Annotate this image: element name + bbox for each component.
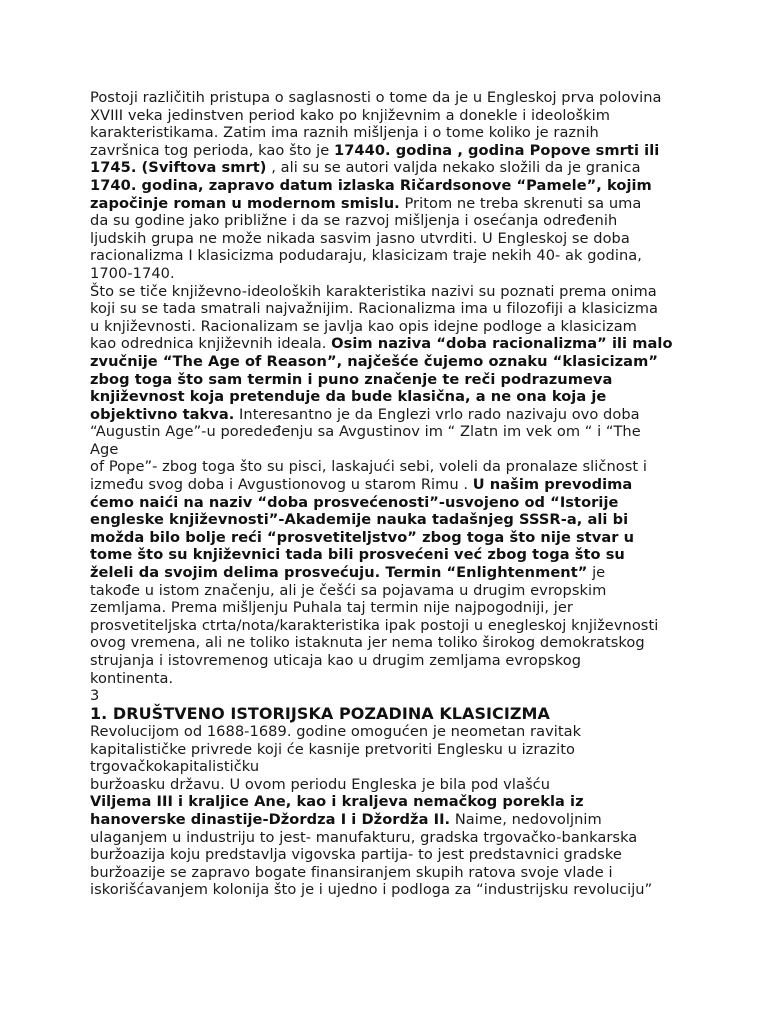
bold-text: želeli da svojim delima prosvećuju. Termin “Enlightenment” bbox=[90, 564, 588, 582]
text-line bbox=[90, 441, 690, 459]
text-line bbox=[90, 388, 690, 406]
text-line bbox=[90, 335, 690, 353]
text-run: Što se tiče književno-ideoloških karakteristika nazivi su poznati prema onima bbox=[90, 282, 657, 300]
text-line bbox=[90, 177, 690, 195]
text-line bbox=[90, 353, 690, 371]
text-line bbox=[90, 230, 690, 248]
text-line bbox=[90, 864, 690, 882]
section-heading bbox=[90, 705, 690, 723]
text-run: ovog vremena, ali ne toliko istaknuta jer nema toliko širokog demokratskog bbox=[90, 634, 645, 652]
bold-text: zvučnije “The Age of Reason”, najčešće čujemo oznaku “klasicizam” bbox=[90, 352, 658, 370]
text-line bbox=[90, 89, 690, 107]
text-line bbox=[90, 652, 690, 670]
text-line bbox=[90, 494, 690, 512]
text-line bbox=[90, 371, 690, 389]
text-run: prosvetiteljska ctrta/nota/karakteristika ipak postoji u enegleskoj književnosti bbox=[90, 616, 659, 634]
text-line bbox=[90, 212, 690, 230]
text-run: kapitalističke privrede koji će kasnije pretvoriti Englesku u izrazito bbox=[90, 740, 575, 758]
text-line bbox=[90, 881, 690, 899]
text-line bbox=[90, 476, 690, 494]
text-run: strujanja i istovremenog uticaja kao u drugim zemljama evropskog bbox=[90, 652, 582, 669]
text-line bbox=[90, 634, 690, 652]
text-run: XVIII veka jedinstven period kako po književnim a donekle i ideološkim bbox=[90, 106, 611, 124]
text-run: karakteristikama. Zatim ima raznih mišljenja i o tome koliko je raznih bbox=[90, 124, 599, 142]
text-line bbox=[90, 599, 690, 617]
text-line bbox=[90, 283, 690, 301]
text-line bbox=[90, 142, 690, 160]
text-run: 3 bbox=[90, 687, 100, 705]
text-run: ljudskih grupa ne može nikada sasvim jasno utvrditi. U Engleskoj se doba bbox=[90, 229, 630, 247]
text-line bbox=[90, 723, 690, 741]
text-run: “Augustin Age”-u poredeđenju sa Avgustinov im “ Zlatn im vek om “ i “The bbox=[90, 423, 641, 441]
text-run: ulaganjem u industriju to jest- manufakturu, gradska trgovačko-bankarska bbox=[90, 828, 638, 846]
text-run: buržoazija koju predstavlja vigovska partija- to jest predstavnici gradske bbox=[90, 846, 622, 864]
text-line bbox=[90, 195, 690, 213]
bold-text: možda bilo bolje reći “prosvetiteljstvo” zbog toga što nije stvar u bbox=[90, 528, 635, 546]
text-line bbox=[90, 564, 690, 582]
bold-text: 1745. (Sviftova smrt) bbox=[90, 159, 267, 177]
text-line bbox=[90, 582, 690, 600]
text-line bbox=[90, 265, 690, 283]
bold-text: zbog toga što sam termin i puno značenje te reči podrazumeva bbox=[90, 370, 613, 388]
text-run: zemljama. Prema mišljenju Puhala taj termin nije najpogodniji, jer bbox=[90, 599, 573, 617]
text-run: između svog doba i Avgustionovog u starom Rimu . bbox=[90, 476, 473, 494]
text-line bbox=[90, 423, 690, 441]
text-line bbox=[90, 318, 690, 336]
text-line bbox=[90, 670, 690, 688]
text-run: je bbox=[587, 564, 606, 582]
text-run: Postoji različitih pristupa o saglasnosti o tome da je u Engleskoj prva polovina bbox=[90, 89, 662, 106]
text-line bbox=[90, 406, 690, 424]
bold-text: objektivno takva. bbox=[90, 405, 235, 423]
text-run: of Pope”- zbog toga što su pisci, laskajući sebi, voleli da pronalaze sličnost i bbox=[90, 458, 647, 476]
text-run: koji su se tada smatrali najvažnijim. Racionalizma ima u filozofiji a klasicizma bbox=[90, 300, 658, 318]
bold-text: U našim prevodima bbox=[472, 476, 633, 494]
text-line bbox=[90, 829, 690, 847]
text-run: racionalizma I klasicizma podudaraju, klasicizam traje nekih 40- ak godina, bbox=[90, 247, 642, 265]
text-run: buržoasku državu. U ovom periodu Engleska je bila pod vlašću bbox=[90, 775, 550, 793]
text-run: u književnosti. Racionalizam se javlja kao opis idejne podloge a klasicizam bbox=[90, 317, 637, 335]
text-line bbox=[90, 159, 690, 177]
text-line bbox=[90, 776, 690, 794]
text-line bbox=[90, 124, 690, 142]
text-run: iskorišćavanjem kolonija što je i ujedno i podloga za “industrijsku revoluciju” bbox=[90, 881, 653, 899]
text-line bbox=[90, 529, 690, 547]
text-line bbox=[90, 546, 690, 564]
text-run: završnica tog perioda, kao što je bbox=[90, 141, 334, 159]
text-run: da su godine jako približne i da se razvoj mišljenja i osećanja određenih bbox=[90, 212, 618, 230]
bold-text: Viljema III i kraljice Ane, kao i kraljeva nemačkog porekla iz bbox=[90, 793, 584, 811]
text-run: takođe u istom značenju, ali je češći sa pojavama u drugim evropskim bbox=[90, 581, 607, 599]
bold-text: hanoverske dinastije-Džordza I i Džordža II. bbox=[90, 810, 451, 828]
text-run: 1700-1740. bbox=[90, 264, 175, 282]
bold-text: 1. DRUŠTVENO ISTORIJSKA POZADINA KLASICIZMA bbox=[90, 703, 550, 723]
text-run: buržoazije se zapravo bogate finansiranjem skupih ratova svoje vlade i bbox=[90, 863, 613, 881]
text-line bbox=[90, 758, 690, 776]
text-line bbox=[90, 687, 690, 705]
text-run: trgovačkokapitalističku bbox=[90, 758, 260, 776]
bold-text: 17440. godina , godina Popove smrti ili bbox=[334, 141, 660, 159]
text-run: , ali su se autori valjda nekako složili da je granica bbox=[266, 159, 641, 177]
text-run: Pritom ne treba skrenuti sa uma bbox=[399, 194, 642, 212]
text-line bbox=[90, 458, 690, 476]
text-line bbox=[90, 300, 690, 318]
text-line bbox=[90, 811, 690, 829]
text-line bbox=[90, 617, 690, 635]
text-run: Age bbox=[90, 440, 119, 458]
bold-text: Osim naziva “doba racionalizma” ili malo bbox=[331, 335, 673, 353]
text-line bbox=[90, 247, 690, 265]
bold-text: 1740. godina, zapravo datum izlaska Ričardsonove “Pamele”, kojim bbox=[90, 176, 652, 194]
text-run: kontinenta. bbox=[90, 669, 174, 687]
text-line bbox=[90, 793, 690, 811]
bold-text: ćemo naići na naziv “doba prosvećenosti”-usvojeno od “Istorije bbox=[90, 493, 619, 511]
text-run: Interesantno je da Englezi vrlo rado nazivaju ovo doba bbox=[234, 405, 640, 423]
bold-text: književnost koja pretenduje da bude klasična, a ne ona koja je bbox=[90, 388, 607, 406]
bold-text: engleske književnosti”-Akademije nauka tadašnjeg SSSR-a, ali bi bbox=[90, 511, 629, 529]
text-line bbox=[90, 741, 690, 759]
text-line bbox=[90, 846, 690, 864]
bold-text: započinje roman u modernom smislu. bbox=[90, 194, 400, 212]
document-body bbox=[90, 89, 690, 899]
text-line bbox=[90, 511, 690, 529]
bold-text: tome što su književnici tada bili prosvećeni već zbog toga što su bbox=[90, 546, 625, 564]
text-run: kao odrednica književnih ideala. bbox=[90, 335, 332, 353]
text-run: Revolucijom od 1688-1689. godine omogućen je neometan ravitak bbox=[90, 722, 582, 740]
text-run: Naime, nedovoljnim bbox=[450, 810, 602, 828]
text-line bbox=[90, 107, 690, 125]
